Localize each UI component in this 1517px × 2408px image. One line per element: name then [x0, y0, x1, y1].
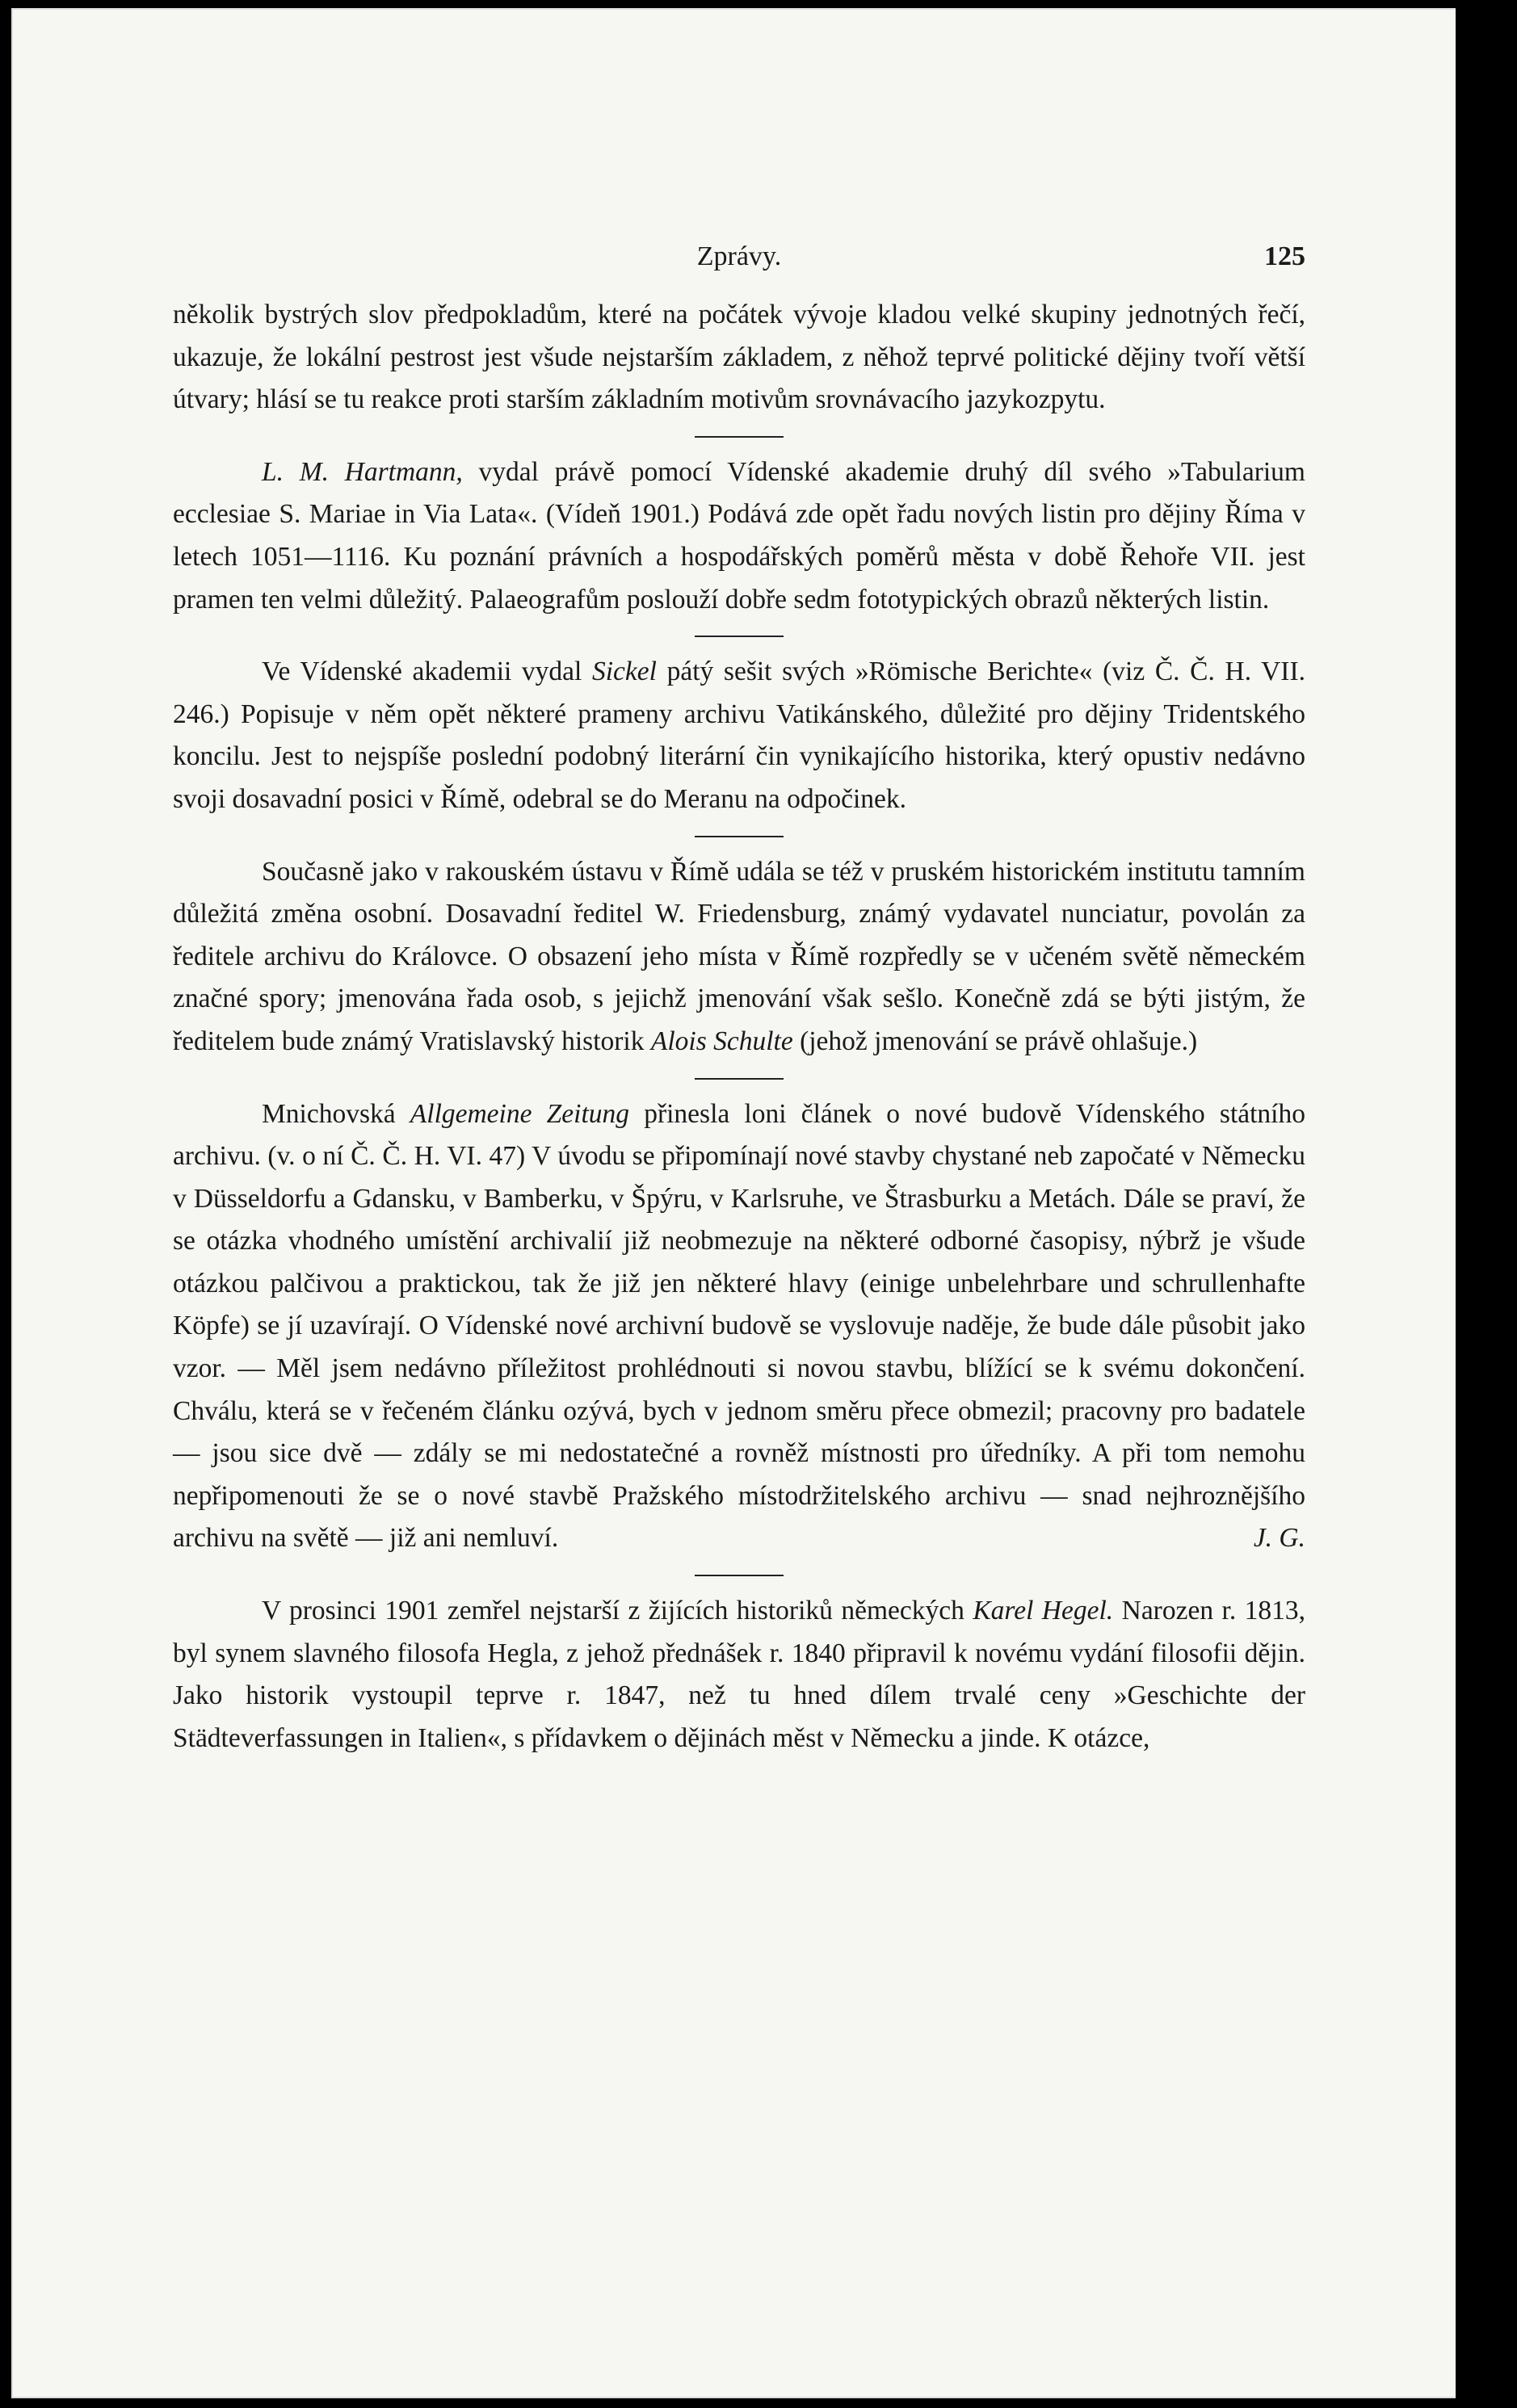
- scanned-page: [11, 8, 1486, 2398]
- paragraph-p5: [173, 1093, 1305, 1561]
- page-number: 125: [1264, 241, 1305, 271]
- running-head: [173, 236, 1305, 278]
- author-signature: J. G.: [1253, 1523, 1305, 1554]
- section-separator: [695, 636, 784, 637]
- text-run: Mnichovská: [262, 1098, 410, 1129]
- italic-name: Allgemeine Zeitung: [410, 1098, 630, 1129]
- text-run: několik bystrých slov předpokladům, které na počátek vývoje kladou velké skupiny jednotných řečí, ukazuje, že lokální pestrost jest všude nejstarším základem, z něhož teprvé politické dějiny tvoří větší útvary; hlásí se tu reakce proti starším základním motivům srovnávacího jazykozpytu.: [173, 300, 1305, 415]
- text-run: pátý sešit svých »Römische Berichte« (viz Č. Č. H. VII. 246.) Popisuje v něm opět některé prameny archivu Vatikánského, důležité pro dějiny Tridentského koncilu. Jest to nejspíše poslední podobný literární čin vynikajícího historika, který opustiv nedávno svoji dosavadní posici v Římě, odebral se do Meranu na odpočinek.: [173, 657, 1305, 814]
- page-content: [173, 236, 1305, 1760]
- scan-border: [1456, 8, 1486, 2398]
- paragraph-p2: [173, 451, 1305, 621]
- section-separator: [695, 836, 784, 837]
- text-run: Současně jako v rakouském ústavu v Římě udála se též v pruském historickém institutu tamním důležitá změna osobní. Dosavadní ředitel W. Friedensburg, známý vydavatel nunciatur, povolán za ředitele archivu do Královce. O obsazení jeho místa v Římě rozpředly se v učeném světě německém značné spory; jmenována řada osob, s jejichž jmenování však sešlo. Konečně zdá se býti jistým, že ředitelem bude známý Vratislavský historik: [173, 856, 1305, 1056]
- paragraph-p4: [173, 851, 1305, 1063]
- paragraph-p6: [173, 1590, 1305, 1760]
- article-body: [173, 294, 1305, 1760]
- italic-name: Alois Schulte: [650, 1026, 793, 1056]
- italic-name: L. M. Hartmann,: [262, 456, 463, 487]
- italic-name: Karel Hegel.: [973, 1596, 1114, 1626]
- text-run: Narozen r. 1813, byl synem slavného filosofa Hegla, z jehož přednášek r. 1840 připravil k novému vydání filosofii dějin. Jako historik vystoupil teprve r. 1847, než tu hned dílem trvalé ceny »Geschichte der Städteverfassungen in Italien«, s přídavkem o dějinách měst v Německu a jinde. K otázce,: [173, 1596, 1306, 1753]
- running-title: Zprávy.: [696, 241, 782, 271]
- text-run: přinesla loni článek o nové budově Vídenského státního archivu. (v. o ní Č. Č. H. VI. 47) V úvodu se připomínají nové stavby chystané neb započaté v Německu v Düsseldorfu a Gdansku, v Bamberku, v Špýru, v Karlsruhe, ve Štrasburku a Metách. Dále se praví, že se otázka vhodného umístění archivalií již neobmezuje na některé odborné časopisy, nýbrž je všude otázkou palčivou a praktickou, tak že již jen některé hlavy (einige unbelehrbare und schrullenhafte Köpfe) se jí uzavírají. O Vídenské nové archivní budově se vyslovuje naděje, že bude dále působit jako vzor. — Měl jsem nedávno příležitost prohlédnouti si novou stavbu, blížící se k svému dokončení. Chválu, která se v řečeném článku ozývá, bych v jednom směru přece obmezil; pracovny pro badatele — jsou sice dvě — zdály se mi nedostatečné a rovněž místnosti pro úředníky. A při tom nemohu nepřipomenouti že se o nové stavbě Pražského místodržitelského archivu — snad nejhroznějšího archivu na světě — již ani nemluví.: [173, 1098, 1305, 1554]
- italic-name: Sickel: [592, 657, 657, 687]
- paragraph-p1: [173, 294, 1305, 422]
- text-run: Ve Vídenské akademii vydal: [262, 657, 592, 687]
- section-separator: [695, 1078, 784, 1080]
- text-run: vydal právě pomocí Vídenské akademie druhý díl svého »Tabularium ecclesiae S. Mariae in Via Lata«. (Vídeň 1901.) Podává zde opět řadu nových listin pro dějiny Říma v letech 1051—1116. Ku poznání právních a hospodářských poměrů města v době Řehoře VII. jest pramen ten velmi důležitý. Palaeografům poslouží dobře sedm fototypických obrazů některých listin.: [173, 456, 1305, 615]
- section-separator: [695, 436, 784, 438]
- section-separator: [695, 1575, 784, 1576]
- text-run: (jehož jmenování se právě ohlašuje.): [792, 1026, 1198, 1056]
- paragraph-p3: [173, 651, 1305, 820]
- text-run: V prosinci 1901 zemřel nejstarší z žijících historiků německých: [262, 1596, 973, 1626]
